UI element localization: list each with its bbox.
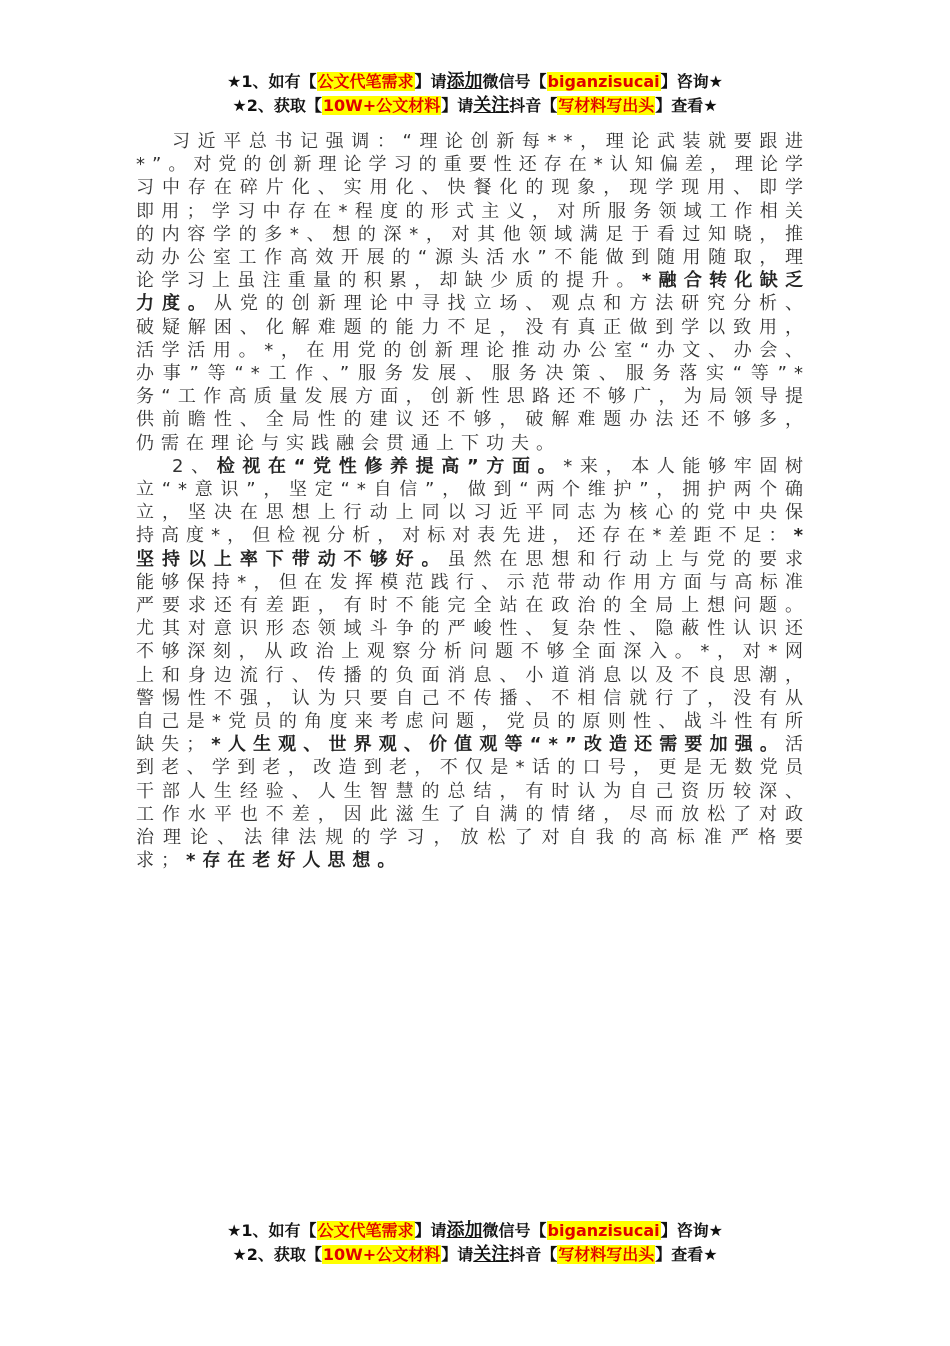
paragraph-1 [136,130,810,455]
paragraph-heading: *坚持以上率下带动不够好。 [136,525,810,570]
section-number: 2、 [172,455,217,477]
promo-line-2 [0,94,950,118]
promo-highlight: biganzisucai [547,1221,660,1240]
promo-highlight: 10W+公文材料 [322,1245,441,1264]
paragraph-text: 活到老、学到老，改造到老，不仅是*话的口号，更是无数党员干部人生经验、人生智慧的总结，有时认为自己资历较深、工作水平也不差，因此滋生了自满的情绪，尽而放松了对政治理论、法律法规的学习，放松了对自我的高标准严格要求； [136,734,811,872]
promo-text: ★1、如有【 [227,1221,317,1240]
promo-highlight: 写材料写出头 [558,1245,655,1264]
promo-text: 微信号【 [482,1221,547,1240]
promo-text: 】查看★ [655,96,718,115]
promo-line-1 [0,70,950,94]
promo-banner-top [0,70,950,118]
promo-highlight: 公文代笔需求 [317,72,414,91]
promo-highlight: 写材料写出头 [558,96,655,115]
promo-highlight: 10W+公文材料 [322,96,441,115]
promo-text: ★1、如有【 [227,72,317,91]
promo-text: 】请 [441,96,474,115]
promo-banner-bottom [0,1219,950,1267]
paragraph-2 [136,455,810,873]
promo-underline: 关注 [473,1244,510,1265]
paragraph-heading: *融合转化缺乏力度。 [136,270,810,315]
paragraph-text: *来，本人能够牢固树立“*意识”，坚定“*自信”，做到“两个维护”，拥护两个确立，坚决在思想上行动上同以习近平同志为核心的党中央保持高度*，但检视分析，对标对表先进，还存在*差距不足： [136,455,811,547]
promo-text: 】咨询★ [660,72,723,91]
promo-text: ★2、获取【 [232,96,322,115]
promo-text: 抖音【 [509,1245,558,1264]
promo-underline: 添加 [446,1220,483,1241]
promo-highlight: 公文代笔需求 [317,1221,414,1240]
promo-text: 】查看★ [655,1245,718,1264]
promo-underline: 添加 [446,71,483,92]
promo-underline: 关注 [473,95,510,116]
promo-text: 】咨询★ [660,1221,723,1240]
paragraph-text: 虽然在思想和行动上与党的要求能够保持*，但在发挥模范践行、示范带动作用方面与高标准严要求还有差距，有时不能完全站在政治的全局上想问题。尤其对意识形态领域斗争的严峻性、复杂性、隐蔽性认识还不够深刻，从政治上观察分析问题不够全面深入。*，对*网上和身边流行、传播的负面消息、小道消息以及不良思潮，警惕性不强，认为只要自己不传播、不相信就行了，没有从自己是*党员的角度来考虑问题，党员的原则性、战斗性有所缺失； [136,548,811,756]
section-heading: 检视在“党性修养提高”方面。 [216,455,564,477]
paragraph-text: 习近平总书记强调：“理论创新每**，理论武装就要跟进*”。对党的创新理论学习的重要性还存在*认知偏差，理论学习中存在碎片化、实用化、快餐化的现象，现学现用、即学即用；学习中存在*程度的形式主义，对所服务领域工作相关的内容学的多*、想的深*，对其他领域满足于看过知晓，推动办公室工作高效开展的“源头活水”不能做到随用随取，理论学习上虽注重量的积累，却缺少质的提升。 [136,131,810,292]
document-body [136,130,810,873]
promo-text: 】请 [441,1245,474,1264]
promo-text: 抖音【 [509,96,558,115]
paragraph-heading: *存在老好人思想。 [186,850,403,872]
paragraph-heading: *人生观、世界观、价值观等“*”改造还需要加强。 [211,734,786,756]
promo-text: 微信号【 [482,72,547,91]
promo-line-1 [0,1219,950,1243]
promo-text: 】请 [414,72,447,91]
promo-highlight: biganzisucai [547,72,660,91]
promo-text: ★2、获取【 [232,1245,322,1264]
promo-line-2 [0,1243,950,1267]
paragraph-text: 从党的创新理论中寻找立场、观点和方法研究分析、破疑解困、化解难题的能力不足，没有真正做到学以致用，活学活用。*，在用党的创新理论推动办公室“办文、办会、办事”等“*工作、”服务发展、服务决策、服务落实“等”*务“工作高质量发展方面，创新性思路还不够广，为局领导提供前瞻性、全局性的建议还不够，破解难题办法还不够多，仍需在理论与实践融会贯通上下功夫。 [136,293,811,454]
promo-text: 】请 [414,1221,447,1240]
